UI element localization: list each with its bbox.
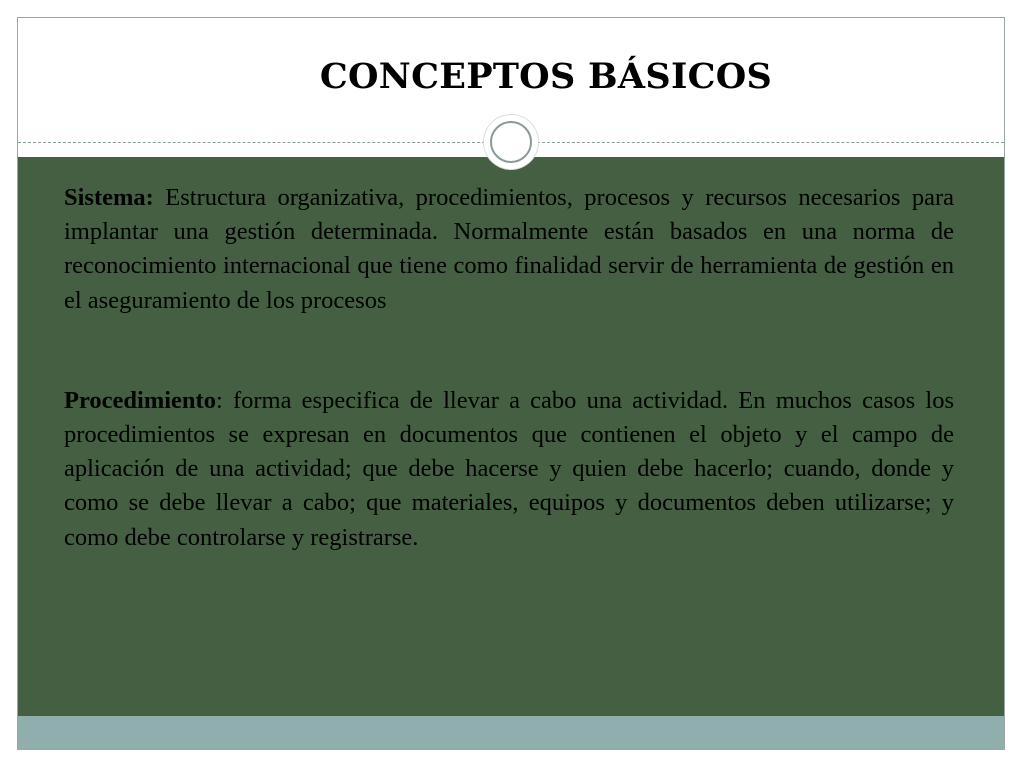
definition-sistema: Estructura organizativa, procedimientos, procesos y recursos necesarios para implantar una gestión determinada. Normalmente están basados en una norma de reconocimiento internacional que tiene como finalidad servir de herramienta de gestión en el aseguramiento de los procesos (64, 184, 954, 314)
definition-procedimiento: : forma especifica de llevar a cabo una actividad. En muchos casos los procedimientos se expresan en documentos que contienen el objeto y el campo de aplicación de una actividad; que debe hacerse y quien debe hacerlo; cuando, donde y como se debe llevar a cabo; que materiales, equipos y documentos deben utilizarse; y como debe controlarse y registrarse. (64, 386, 954, 551)
paragraph-sistema (64, 181, 954, 318)
term-procedimiento: Procedimiento (64, 386, 216, 414)
circle-ornament-icon (484, 115, 538, 169)
slide-title: CONCEPTOS BÁSICOS (319, 56, 773, 97)
term-sistema: Sistema: (64, 184, 154, 211)
footer-bar (18, 716, 1004, 750)
paragraph-procedimiento (64, 384, 954, 555)
slide-body (64, 181, 954, 555)
slide (17, 17, 1005, 750)
